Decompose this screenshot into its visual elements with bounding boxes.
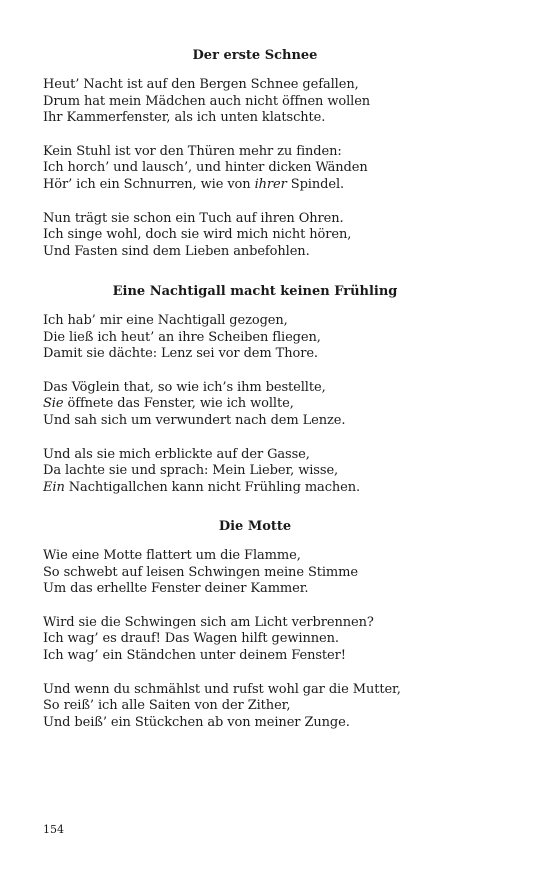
verse-line: Ich singe wohl, doch sie wird mich nicht hören, — [43, 227, 352, 243]
verse-text: öffnete das Fenster, wie ich wollte, — [63, 396, 294, 412]
stanza — [43, 211, 513, 261]
verse-line: Ich wag’ ein Ständchen unter deinem Fenster! — [43, 647, 346, 663]
verse-line — [43, 177, 513, 194]
verse-line: Kein Stuhl ist vor den Thüren mehr zu finden: — [43, 143, 342, 159]
verse-line: Wird sie die Schwingen sich am Licht verbrennen? — [43, 614, 374, 630]
emphasized-word: ihrer — [254, 176, 287, 192]
verse-line: Nun trägt sie schon ein Tuch auf ihren Ohren. — [43, 210, 344, 226]
verse-line: Drum hat mein Mädchen auch nicht öffnen wollen — [43, 93, 371, 109]
poem-title: Der erste Schnee — [192, 48, 318, 63]
verse-text: Nachtigallchen kann nicht Frühling machen. — [64, 479, 361, 495]
verse-line: Um das erhellte Fenster deiner Kammer. — [43, 581, 309, 597]
verse-line: Heut’ Nacht ist auf den Bergen Schnee gefallen, — [43, 77, 359, 92]
verse-line: Ihr Kammerfenster, als ich unten klatschte. — [43, 110, 326, 126]
verse-line: So reiß’ ich alle Saiten von der Zither, — [43, 698, 291, 714]
poem-eine-nachtigall — [43, 283, 513, 496]
verse-line: Ich wag’ es drauf! Das Wagen hilft gewinnen. — [43, 631, 339, 647]
verse-line: Ich hab’ mir eine Nachtigall gezogen, — [43, 313, 288, 328]
emphasized-word: Sie — [43, 396, 64, 412]
stanza — [43, 615, 513, 665]
stanza — [43, 380, 513, 430]
verse-line: Das Vöglein that, so wie ich’s ihm bestellte, — [43, 379, 326, 395]
verse-line: Und sah sich um verwundert nach dem Lenze. — [43, 412, 346, 428]
page-number: 154 — [43, 823, 64, 836]
verse-line: So schwebt auf leisen Schwingen meine Stimme — [43, 564, 358, 580]
stanza — [43, 144, 513, 194]
poem-die-motte — [43, 518, 513, 731]
verse-line: Und wenn du schmählst und rufst wohl gar die Mutter, — [43, 681, 401, 697]
verse-line: Und Fasten sind dem Lieben anbefohlen. — [43, 243, 310, 259]
verse-line: Damit sie dächte: Lenz sei vor dem Thore. — [43, 346, 318, 362]
verse-line: Wie eine Motte flattert um die Flamme, — [43, 548, 301, 563]
stanza — [43, 682, 513, 732]
poem-title: Die Motte — [218, 519, 292, 534]
verse-line — [43, 480, 513, 497]
stanza — [43, 447, 513, 497]
verse-line: Die ließ ich heut’ an ihre Scheiben fliegen, — [43, 329, 321, 345]
poem-der-erste-schnee — [43, 47, 513, 260]
verse-line: Und beiß’ ein Stückchen ab von meiner Zunge. — [43, 714, 350, 730]
verse-line — [43, 396, 513, 413]
verse-line: Ich horch’ und lausch’, und hinter dicken Wänden — [43, 160, 368, 176]
stanza — [43, 548, 513, 598]
verse-text: Spindel. — [286, 176, 345, 192]
verse-line: Und als sie mich erblickte auf der Gasse, — [43, 446, 310, 462]
stanza — [43, 77, 513, 127]
verse-line: Da lachte sie und sprach: Mein Lieber, wisse, — [43, 463, 339, 479]
verse-text: Hör’ ich ein Schnurren, wie von — [43, 176, 255, 192]
emphasized-word: Ein — [43, 479, 65, 495]
stanza — [43, 313, 513, 363]
poem-title: Eine Nachtigall macht keinen Frühling — [112, 284, 398, 299]
